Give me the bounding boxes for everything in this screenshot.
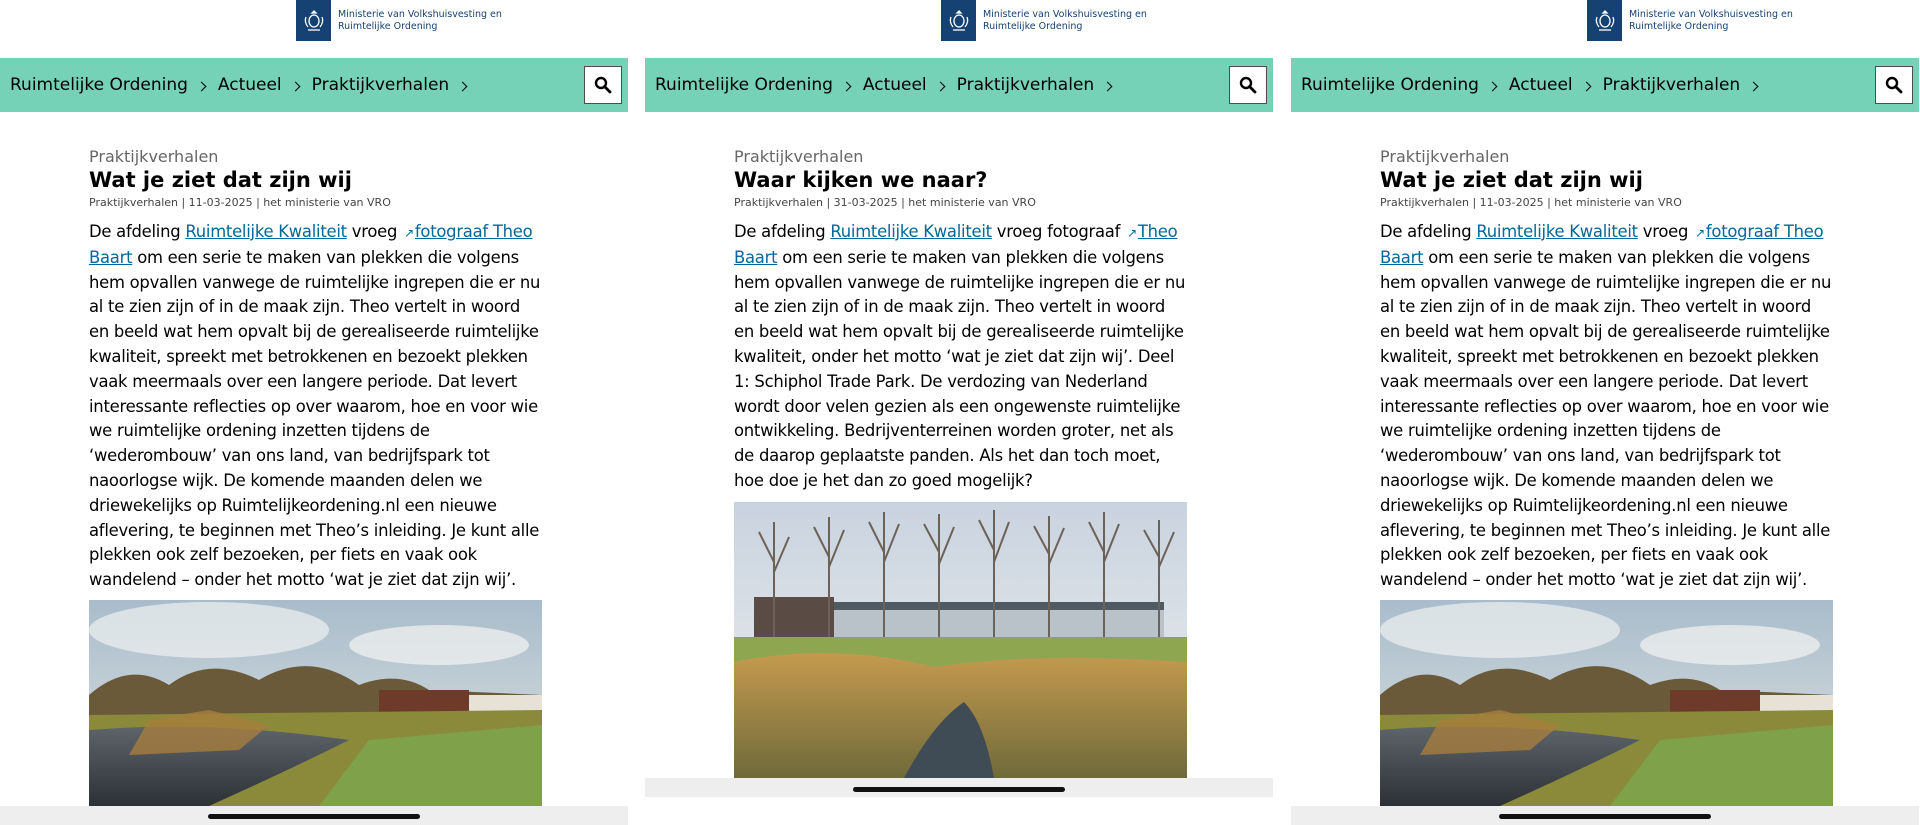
ministry-logo[interactable] — [941, 0, 1198, 41]
screen-panel-3 — [1291, 0, 1919, 825]
chevron-right-icon — [841, 81, 851, 91]
search-button[interactable] — [1875, 66, 1913, 104]
search-button[interactable] — [1229, 66, 1267, 104]
article-kicker: Praktijkverhalen — [89, 147, 219, 166]
article-kicker: Praktijkverhalen — [1380, 147, 1510, 166]
rijksoverheid-emblem-icon — [941, 0, 976, 41]
chevron-right-icon — [290, 81, 300, 91]
chevron-right-icon — [1581, 81, 1591, 91]
breadcrumb-bar — [1291, 58, 1919, 112]
breadcrumb-praktijkverhalen[interactable]: Praktijkverhalen — [1602, 75, 1741, 95]
article — [1380, 147, 1835, 593]
ministry-name: Ministerie van Volkshuisvesting en Ruimtelijke Ordening — [983, 8, 1147, 32]
external-link-icon: ↗ — [1127, 226, 1137, 240]
home-indicator-bar — [1291, 806, 1919, 825]
chevron-right-icon — [1749, 81, 1759, 91]
chevron-right-icon — [1103, 81, 1113, 91]
body-text: vroeg — [346, 222, 403, 241]
breadcrumb-actueel[interactable]: Actueel — [1508, 75, 1573, 95]
breadcrumb-bar — [645, 58, 1273, 112]
chevron-right-icon — [458, 81, 468, 91]
body-text: De afdeling — [734, 222, 831, 241]
home-indicator-bar — [0, 806, 628, 825]
ministry-logo[interactable] — [296, 0, 553, 41]
body-text: De afdeling — [1380, 222, 1477, 241]
home-indicator[interactable] — [1499, 814, 1711, 819]
body-text: vroeg fotograaf — [991, 222, 1126, 241]
breadcrumb-ruimtelijke-ordening[interactable]: Ruimtelijke Ordening — [1301, 75, 1479, 95]
breadcrumb — [10, 58, 479, 112]
body-text: om een serie te maken van plekken die volgens hem opvallen vanwege de ruimtelijke ingrepen die er nu al te zien zijn of in de maak zijn. Theo vertelt in woord en beeld wat hem opvalt bij de gerealiseerde ruimtelijke kwaliteit, onder het motto ‘wat je ziet dat zijn wij’. Deel 1: Schiphol Trade Park. De verdozing van Nederland wordt door velen gezien als een ongewenste ruimtelijke ontwikkeling. Bedrijventerreinen worden groter, net als de daarop geplaatste panden. Als het dan toch moet, hoe doe je het dan zo goed mogelijk? — [734, 247, 1186, 490]
ministry-logo[interactable] — [1587, 0, 1844, 41]
article-body — [1380, 220, 1835, 593]
page-title: Wat je ziet dat zijn wij — [89, 168, 352, 192]
body-text: om een serie te maken van plekken die volgens hem opvallen vanwege de ruimtelijke ingrepen die er nu al te zien zijn of in de maak zijn. Theo vertelt in woord en beeld wat hem opvalt bij de gerealiseerde ruimtelijke kwaliteit, spreekt met betrokkenen en bezoekt plekken vaak meermaals over een langere periode. Dat levert interessante reflecties op over waarom, hoe en voor wie we ruimtelijke ordening inzetten tijdens de ‘wederombouw’ van ons land, van bedrijfspark tot naoorlogse wijk. De komende maanden delen we driewekelijks op Ruimtelijkeordening.nl een nieuwe aflevering, te beginnen met Theo’s inleiding. Je kunt alle plekken ook zelf bezoeken, per fiets en vaak ook wandelend – onder het motto ‘wat je ziet dat zijn wij’. — [89, 247, 541, 590]
search-icon — [594, 76, 612, 94]
article-kicker: Praktijkverhalen — [734, 147, 864, 166]
external-link-icon: ↗ — [404, 226, 414, 240]
link-ruimtelijke-kwaliteit[interactable]: Ruimtelijke Kwaliteit — [830, 222, 992, 241]
screen-panel-2 — [645, 0, 1273, 825]
link-fotograaf-theo-baart[interactable]: fotograaf Theo Baart — [1380, 222, 1824, 267]
breadcrumb-bar — [0, 58, 628, 112]
link-theo-baart[interactable]: Theo Baart — [734, 222, 1178, 267]
screen-panel-1 — [0, 0, 628, 825]
chevron-right-icon — [1487, 81, 1497, 91]
ministry-name: Ministerie van Volkshuisvesting en Ruimtelijke Ordening — [338, 8, 502, 32]
body-text: om een serie te maken van plekken die volgens hem opvallen vanwege de ruimtelijke ingrepen die er nu al te zien zijn of in de maak zijn. Theo vertelt in woord en beeld wat hem opvalt bij de gerealiseerde ruimtelijke kwaliteit, spreekt met betrokkenen en bezoekt plekken vaak meermaals over een langere periode. Dat levert interessante reflecties op over waarom, hoe en voor wie we ruimtelijke ordening inzetten tijdens de ‘wederombouw’ van ons land, van bedrijfspark tot naoorlogse wijk. De komende maanden delen we driewekelijks op Ruimtelijkeordening.nl een nieuwe aflevering, te beginnen met Theo’s inleiding. Je kunt alle plekken ook zelf bezoeken, per fiets en vaak ook wandelend – onder het motto ‘wat je ziet dat zijn wij’. — [1380, 247, 1832, 590]
body-text: vroeg — [1637, 222, 1694, 241]
article — [734, 147, 1189, 494]
landscape-photo — [1380, 600, 1833, 806]
breadcrumb-actueel[interactable]: Actueel — [862, 75, 927, 95]
breadcrumb — [1301, 58, 1770, 112]
breadcrumb-actueel[interactable]: Actueel — [217, 75, 282, 95]
search-button[interactable] — [584, 66, 622, 104]
breadcrumb-ruimtelijke-ordening[interactable]: Ruimtelijke Ordening — [10, 75, 188, 95]
breadcrumb-praktijkverhalen[interactable]: Praktijkverhalen — [311, 75, 450, 95]
home-indicator[interactable] — [208, 814, 420, 819]
search-icon — [1885, 76, 1903, 94]
page-title: Waar kijken we naar? — [734, 168, 988, 192]
article-meta: Praktijkverhalen | 31-03-2025 | het ministerie van VRO — [734, 196, 1036, 209]
article-meta: Praktijkverhalen | 11-03-2025 | het ministerie van VRO — [89, 196, 391, 209]
breadcrumb-ruimtelijke-ordening[interactable]: Ruimtelijke Ordening — [655, 75, 833, 95]
article-meta: Praktijkverhalen | 11-03-2025 | het ministerie van VRO — [1380, 196, 1682, 209]
home-indicator-bar — [645, 778, 1273, 797]
body-text: De afdeling — [89, 222, 186, 241]
rijksoverheid-emblem-icon — [296, 0, 331, 41]
breadcrumb-praktijkverhalen[interactable]: Praktijkverhalen — [956, 75, 1095, 95]
page-title: Wat je ziet dat zijn wij — [1380, 168, 1643, 192]
home-indicator[interactable] — [853, 787, 1065, 792]
link-ruimtelijke-kwaliteit[interactable]: Ruimtelijke Kwaliteit — [1476, 222, 1638, 241]
ministry-name: Ministerie van Volkshuisvesting en Ruimtelijke Ordening — [1629, 8, 1793, 32]
external-link-icon: ↗ — [1695, 226, 1705, 240]
link-fotograaf-theo-baart[interactable]: fotograaf Theo Baart — [89, 222, 533, 267]
breadcrumb — [655, 58, 1124, 112]
chevron-right-icon — [935, 81, 945, 91]
rijksoverheid-emblem-icon — [1587, 0, 1622, 41]
article-body — [734, 220, 1189, 494]
landscape-photo — [89, 600, 542, 806]
link-ruimtelijke-kwaliteit[interactable]: Ruimtelijke Kwaliteit — [185, 222, 347, 241]
article-body — [89, 220, 544, 593]
article — [89, 147, 544, 593]
search-icon — [1239, 76, 1257, 94]
business-park-photo — [734, 502, 1187, 778]
chevron-right-icon — [196, 81, 206, 91]
